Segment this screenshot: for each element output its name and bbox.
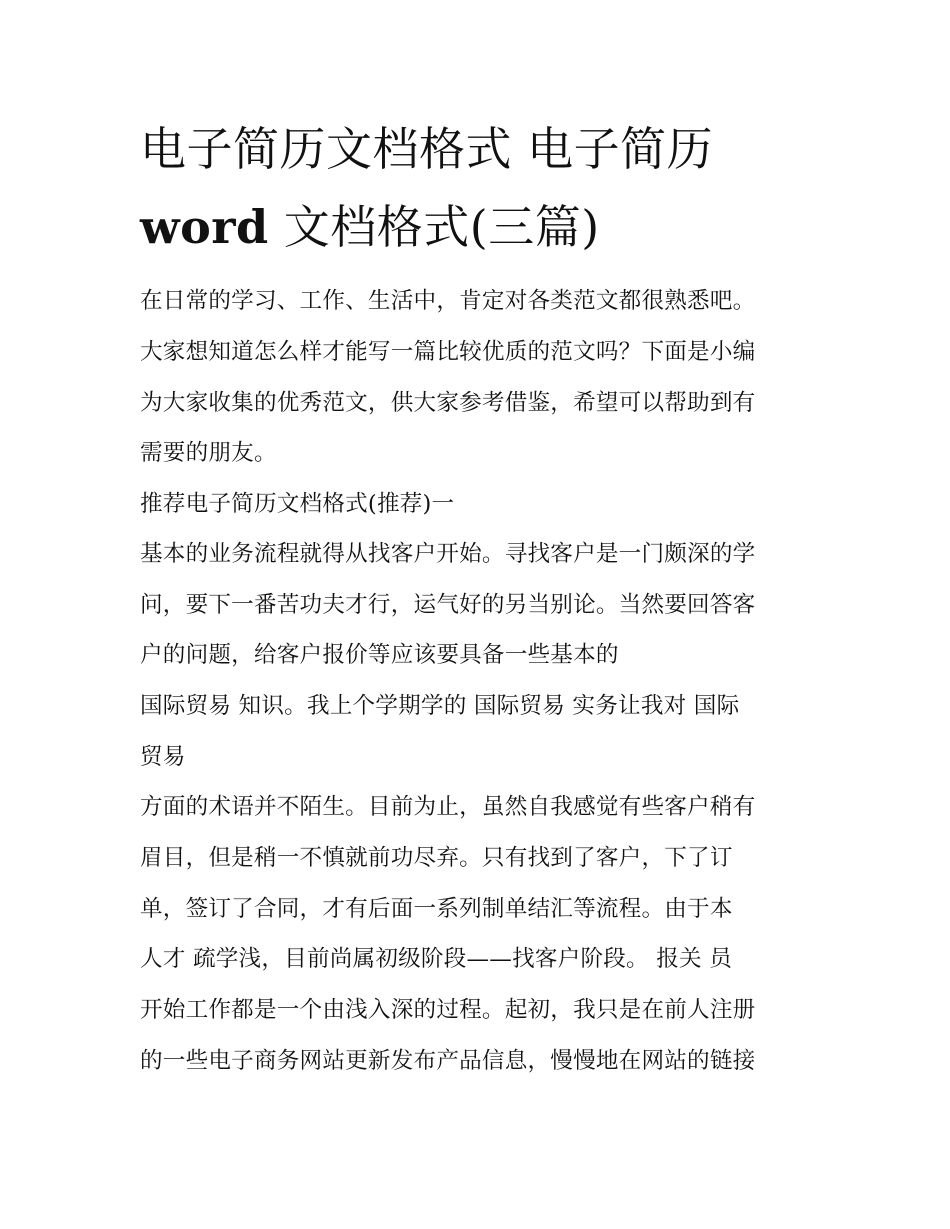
body-line: 单，签订了合同，才有后面一系列制单结汇等流程。由于本 [140,896,733,922]
body-line: 国际贸易 知识。我上个学期学的 国际贸易 实务让我对 国际 [140,693,740,719]
body-line: 在日常的学习、工作、生活中，肯定对各类范文都很熟悉吧。 [140,288,756,314]
document-title-line-2 [140,199,840,255]
title-text-2: 文档格式(三篇) [268,200,600,254]
title-text-1: 电子简历文档格式 电子简历 [140,122,714,176]
body-line: 人才 疏学浅，目前尚属初级阶段——找客户阶段。 报关 员 [140,946,732,972]
body-line: 大家想知道怎么样才能写一篇比较优质的范文吗？下面是小编 [140,339,756,365]
document-title-line-1 [140,121,840,177]
body-line: 眉目，但是稍一不慎就前功尽弃。只有找到了客户，下了订 [140,845,733,871]
body-line: 的一些电子商务网站更新发布产品信息，慢慢地在网站的链接 [140,1048,756,1074]
body-line: 开始工作都是一个由浅入深的过程。起初，我只是在前人注册 [140,997,756,1023]
body-line: 问，要下一番苦功夫才行，运气好的另当别论。当然要回答客 [140,592,756,618]
body-line: 需要的朋友。 [140,440,277,466]
section-heading: 推荐电子简历文档格式(推荐)一 [140,491,455,517]
body-line: 户的问题，给客户报价等应该要具备一些基本的 [140,642,619,668]
body-line: 为大家收集的优秀范文，供大家参考借鉴，希望可以帮助到有 [140,390,756,416]
body-line: 贸易 [140,744,186,770]
body-line: 方面的术语并不陌生。目前为止，虽然自我感觉有些客户稍有 [140,794,756,820]
body-line: 基本的业务流程就得从找客户开始。寻找客户是一门颇深的学 [140,541,756,567]
title-word-label: word [140,200,269,254]
